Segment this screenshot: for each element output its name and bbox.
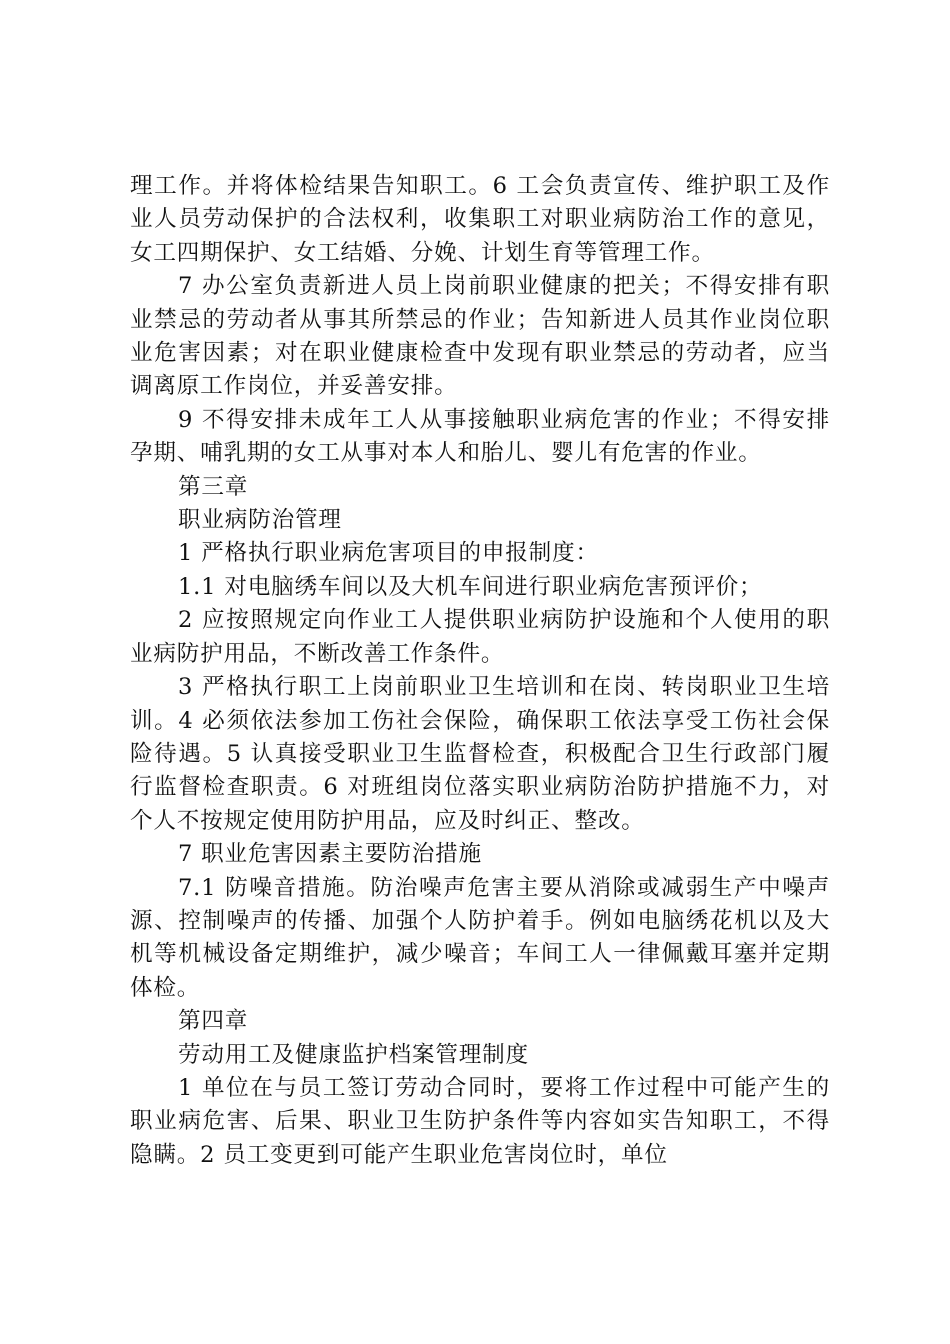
chapter-3-title: 职业病防治管理: [178, 507, 342, 534]
item-1-1-pre-evaluation: 1.1 对电脑绣车间以及大机车间进行职业病危害预评价；: [178, 573, 763, 600]
item-1-declaration: 1 严格执行职业病危害项目的申报制度：: [178, 540, 599, 567]
paragraph-duties-continued: 理工作。并将体检结果告知职工。6 工会负责宣传、维护职工及作业人员劳动保护的合法权利，收集职工对职业病防治工作的意见，女工四期保护、女工结婚、分娩、计划生育等管理工作。: [130, 173, 830, 266]
paragraph-protective-equipment: 2 应按照规定向作业工人提供职业病防护设施和个人使用的职业病防护用品，不断改善工作条件。: [130, 607, 830, 667]
chapter-4-title: 劳动用工及健康监护档案管理制度: [178, 1041, 529, 1068]
paragraph-office-duties: 7 办公室负责新进人员上岗前职业健康的把关；不得安排有职业禁忌的劳动者从事其所禁忌的作业；告知新进人员其作业岗位职业危害因素；对在职业健康检查中发现有职业禁忌的劳动者，应当调离原工作岗位，并妥善安排。: [130, 273, 830, 400]
chapter-3-number: 第三章: [178, 473, 249, 500]
paragraph-noise-measures: 7.1 防噪音措施。防治噪声危害主要从消除或减弱生产中噪声源、控制噪声的传播、加强个人防护着手。例如电脑绣花机以及大机等机械设备定期维护，减少噪音；车间工人一律佩戴耳塞并定期体检。: [130, 874, 830, 1001]
chapter-4-number: 第四章: [178, 1008, 249, 1035]
item-7-measures-heading: 7 职业危害因素主要防治措施: [178, 841, 482, 868]
paragraph-minor-female-workers: 9 不得安排未成年工人从事接触职业病危害的作业；不得安排孕期、哺乳期的女工从事对本人和胎儿、婴儿有危害的作业。: [130, 406, 830, 467]
document-body: [130, 170, 830, 1172]
paragraph-training-insurance: 3 严格执行职工上岗前职业卫生培训和在岗、转岗职业卫生培训。4 必须依法参加工伤社会保险，确保职工依法享受工伤社会保险待遇。5 认真接受职业卫生监督检查，积极配合卫生行政部门履行监督检查职责。6 对班组岗位落实职业病防治防护措施不力，对个人不按规定使用防护用品，应及时纠正、整改。: [130, 674, 830, 834]
paragraph-labor-contract: 1 单位在与员工签订劳动合同时，要将工作过程中可能产生的职业病危害、后果、职业卫生防护条件等内容如实告知职工，不得隐瞒。2 员工变更到可能产生职业危害岗位时，单位: [130, 1074, 830, 1168]
